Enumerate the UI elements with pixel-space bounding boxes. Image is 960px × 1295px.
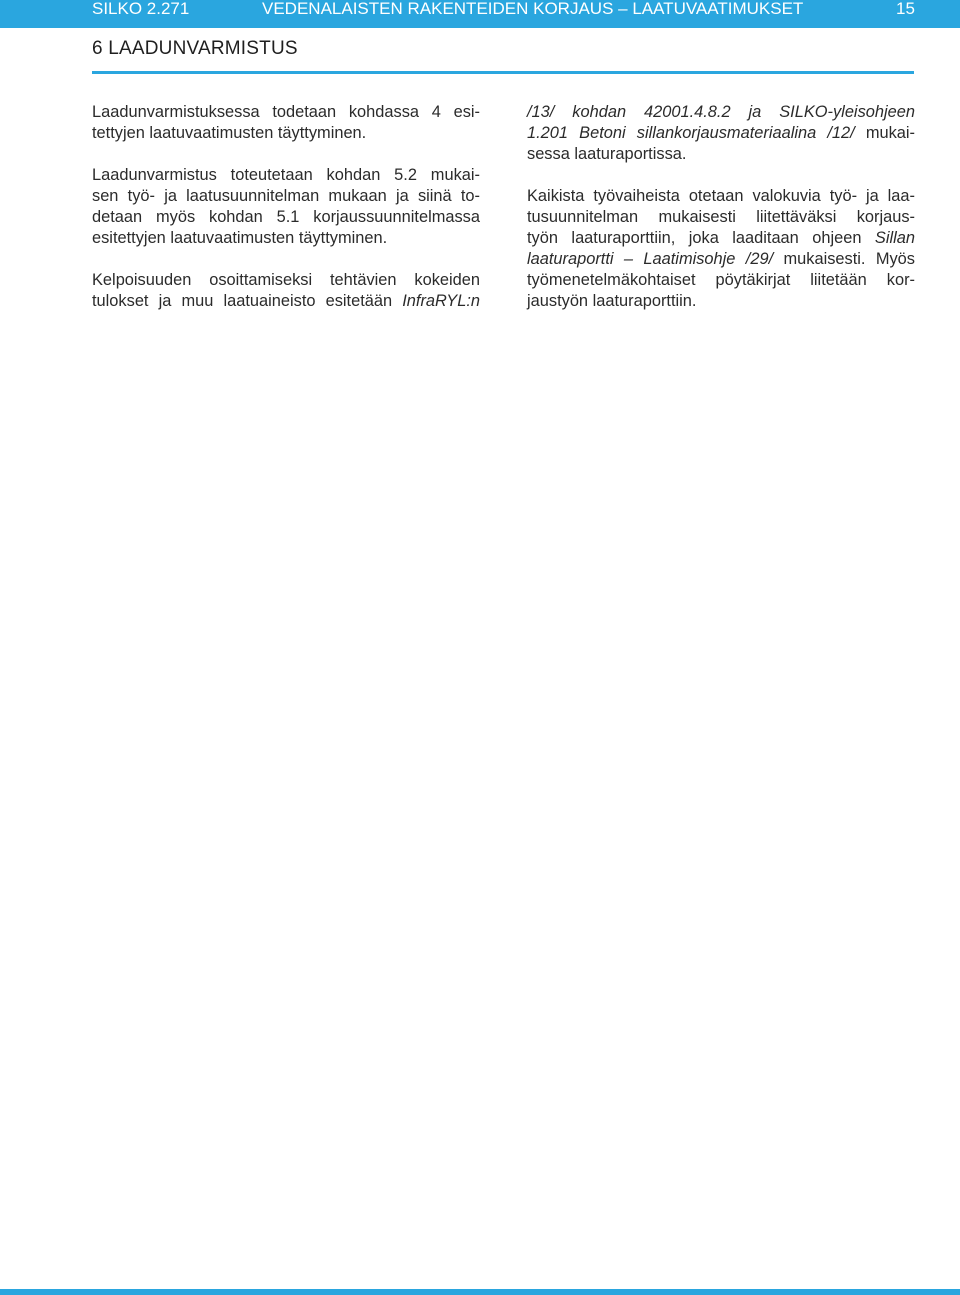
text-line: sen työ- ja laatusuunnitelman mukaan ja siinä to- (92, 187, 480, 205)
running-header (0, 0, 960, 28)
text-line: /13/ kohdan 42001.4.8.2 ja SILKO-yleisohjeen (527, 103, 915, 121)
text-line: Kelpoisuuden osoittamiseksi tehtävien kokeiden (92, 271, 480, 289)
section-divider (92, 71, 914, 74)
reference-laaturaportti: laaturaportti – Laatimisohje /29/ (527, 250, 774, 268)
text-line: detaan myös kohdan 5.1 korjaussuunnitelmassa (92, 208, 480, 226)
paragraph (527, 186, 915, 312)
text-line: sessa laaturaportissa. (527, 145, 687, 163)
header-series: SILKO 2.271 (92, 0, 190, 18)
paragraph (527, 102, 915, 165)
paragraph (92, 165, 480, 249)
text-line: tusuunnitelman mukaisesti liitettäväksi korjaus- (527, 208, 915, 226)
left-column (92, 102, 480, 333)
text-line: Kaikista työvaiheista otetaan valokuvia työ- ja laa- (527, 187, 915, 205)
header-title: VEDENALAISTEN RAKENTEIDEN KORJAUS – LAATUVAATIMUKSET (262, 0, 804, 18)
paragraph (92, 102, 480, 144)
paragraph (92, 270, 480, 312)
text-line: Laadunvarmistus toteutetaan kohdan 5.2 mukai- (92, 166, 480, 184)
text-line (527, 249, 915, 270)
text-run: mukaisesti. Myös (773, 250, 915, 268)
footer-bar (0, 1289, 960, 1295)
text-line: tettyjen laatuvaatimusten täyttyminen. (92, 124, 367, 142)
text-line: esitettyjen laatuvaatimusten täyttyminen. (92, 229, 388, 247)
section-title: 6 LAADUNVARMISTUS (92, 38, 298, 59)
text-line: jaustyön laaturaporttiin. (527, 292, 697, 310)
page-number: 15 (896, 0, 915, 18)
reference-silko: 1.201 Betoni sillankorjausmateriaalina /12/ (527, 124, 855, 142)
text-line (92, 291, 480, 312)
text-line: työmenetelmäkohtaiset pöytäkirjat liitetään kor- (527, 271, 915, 289)
right-column (527, 102, 915, 333)
text-run: tulokset ja muu laatuaineisto esitetään (92, 292, 403, 310)
text-line (527, 228, 915, 249)
text-run: mukai- (854, 124, 915, 142)
text-line (527, 123, 915, 144)
text-run: työn laaturaporttiin, joka laaditaan ohjeen (527, 229, 875, 247)
text-line: Laadunvarmistuksessa todetaan kohdassa 4 esi- (92, 103, 480, 121)
reference-sillan: Sillan (874, 229, 915, 247)
reference-infraryl: InfraRYL:n (402, 292, 480, 310)
